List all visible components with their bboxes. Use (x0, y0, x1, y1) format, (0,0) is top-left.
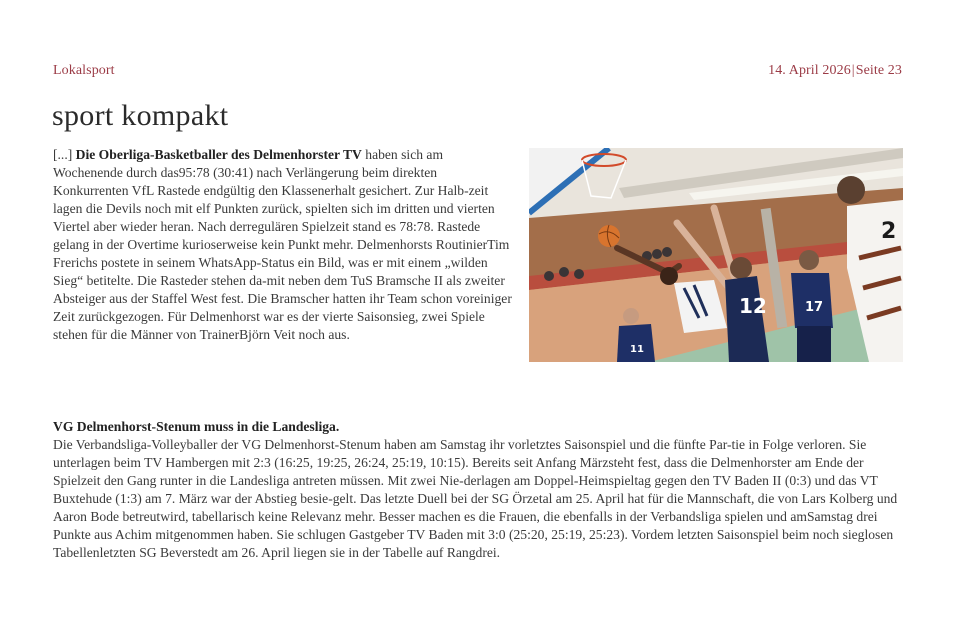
article-body: Die Verbandsliga-Volleyballer der VG Delmenhorst-Stenum haben am Samstag ihr vorletztes Saisonspiel und die fünfte Par-tie in Folge verloren. Sie unterlagen beim TV Hambergen mit 2:3 (16:25, 19:25, 26:24, 25:19, 10:15). Bereits seit Anfang Märzsteht fest, dass die Delmenhorster am Ende der Spielzeit den Gang runter in die Landesliga antreten müssen. Mit zwei Nie-derlagen am Doppel-Heimspieltag gegen den TV Baden II (0:3) und das VT Buxtehude (1:3) am 7. März war der Abstieg besie-gelt. Das letzte Duell bei der SG Örzetal am 25. April hat für die Mannschaft, die von Lars Kolberg und Aaron Bode betreutwird, tabellarisch keine Relevanz mehr. Besser machen es die Frauen, die ebenfalls in der Verbandsliga spielen und amSamstag drei Punkte aus Achim mitgenommen haben. Sie schlugen Gastgeber TV Baden mit 3:0 (25:20, 25:19, 25:23). Vordem letzten Saisonspiel beim noch sieglosen Tabellenletzten SG Beverstedt am 26. April liegen sie in der Tabelle auf Rangdrei. (53, 437, 898, 560)
page-title: sport kompakt (52, 99, 229, 132)
jersey-number: 12 (739, 294, 767, 318)
ellipsis-marker: [...] (53, 147, 73, 162)
page-header (53, 63, 902, 79)
article-headline: VG Delmenhorst-Stenum muss in die Landesliga. (53, 419, 340, 434)
photo-illustration (529, 148, 903, 362)
separator: | (851, 63, 855, 78)
article-volleyball (53, 418, 905, 562)
jersey-number: 17 (805, 300, 824, 315)
article-basketball (53, 146, 515, 344)
date-page-info (768, 63, 902, 79)
article-body: haben sich am Wochenende durch das95:78 (30:41) nach Verlängerung beim direkten Konkurrenten VfL Rastede endgültig den Klassenerhalt gesichert. Zur Halb-zeit lagen die Devils noch mit elf Punkten zurück, spielten sich im dritten und vierten Viertel aber wieder heran. Nach derregulären Spielzeit stand es 78:78. Rastede gelang in der Overtime kurioserweise kein Punkt mehr. Delmenhorsts RoutinierTim Frerichs postete in seinem WhatsApp-Status ein Bild, was er mit einem „wilden Sieg“ betitelte. Die Rasteder stehen da-mit neben dem TuS Bramsche II als zweiter Absteiger aus der Staffel West fest. Die Bramscher hatten ihr Team schon voreiniger Zeit zurückgezogen. Für Delmenhorst war es der vierte Saisonsieg, zwei Spiele stehen für die Männer von TrainerBjörn Veit noch aus. (53, 147, 512, 342)
svg-text:2: 2 (881, 219, 897, 244)
article-lead: Die Oberliga-Basketballer des Delmenhorster TV (75, 147, 362, 162)
issue-date: 14. April 2026 (768, 63, 851, 78)
basketball-photo (529, 148, 903, 362)
section-label: Lokalsport (53, 63, 115, 78)
page-number: Seite 23 (855, 63, 902, 78)
jersey-number: 11 (630, 344, 644, 355)
